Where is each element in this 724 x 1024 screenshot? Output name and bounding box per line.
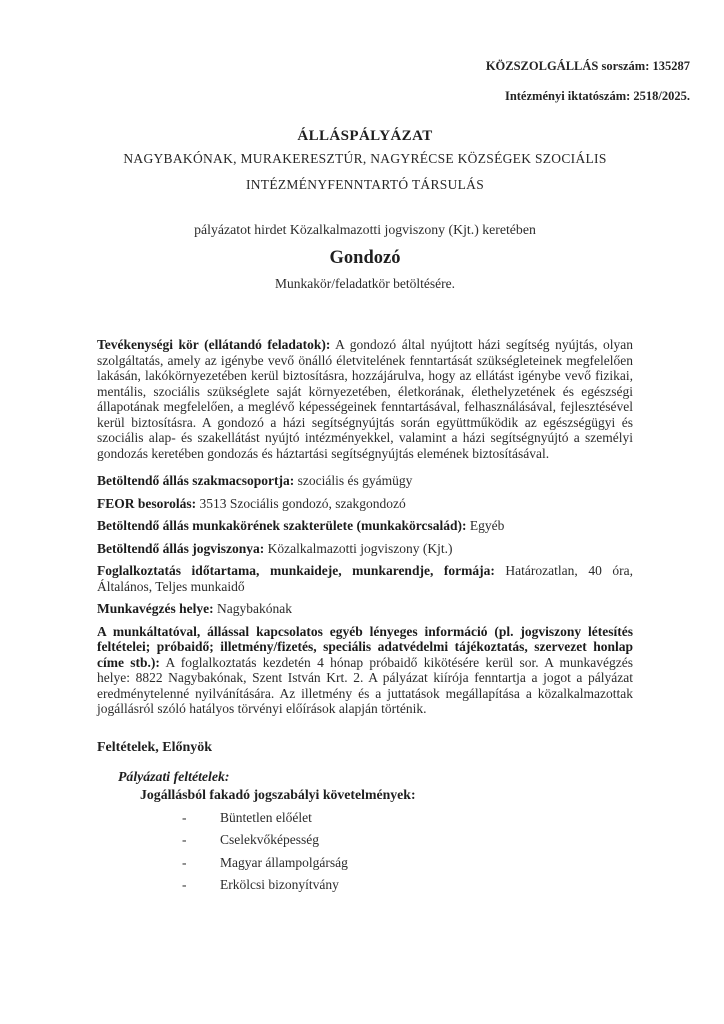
bullet-dash: - bbox=[182, 832, 187, 847]
paragraph-duties-text: A gondozó által nyújtott házi segítség nyújtás, olyan szolgáltatás, amely az igénybe vevő önálló életvitelének fenntartását szükségleteinek megfelelően lakásán, lakókörnyezetében kerül biztosításra, hozzájárulva, hogy az ellátást igénybe vevő fizikai, mentális, szociális szükséglete saját környezetében, életkorának, élethelyzetének és egészségi állapotának megfelelően, a meglévő képességeinek fenntartásával, felhasználásával, fejlesztésével kerül biztosításra. A gondozó a házi segítségnyújtás során együttműködik az egészségügyi és szociális alap- és szakellátást nyújtó intézményekkel, valamint a házi segítségnyújtó a személyi gondozás keretében gondozás és háztartási segítségnyújtás elemének biztosításával. bbox=[97, 337, 633, 461]
conditions-heading: Feltételek, Előnyök bbox=[97, 739, 213, 755]
paragraph-legal-relation-label: Betöltendő állás jogviszonya: bbox=[97, 540, 265, 556]
document-content bbox=[97, 0, 633, 900]
bullet-dash: - bbox=[182, 854, 187, 870]
position-title: Gondozó bbox=[329, 248, 401, 268]
paragraph-other-info-text: A foglalkoztatás kezdetén 4 hónap próbaidő kikötésére kerül sor. A munkavégzés helye: 8822 Nagybakónak, Szent István Krt. 2. A pályázat kiírója fenntartja a jogot a pályázat eredménytelenné nyilvánítására. Az illetmény és a juttatások megállapítása a közalkalmazottak jogállásról szóló hatályos törvényi előírások alapján történik. bbox=[97, 654, 633, 716]
paragraph-work-location-label: Munkavégzés helye: bbox=[97, 601, 214, 616]
document-title: ÁLLÁSPÁLYÁZAT bbox=[297, 128, 433, 144]
paragraph-profession-group bbox=[97, 473, 633, 489]
paragraph-employment-terms-text: Határozatlan, 40 óra, Általános, Teljes munkaidő bbox=[97, 563, 633, 594]
bullet-dash: - bbox=[182, 809, 187, 825]
paragraph-work-location-text: Nagybakónak bbox=[213, 601, 292, 616]
list-item-text: Erkölcsi bizonyítvány bbox=[220, 877, 339, 892]
list-item bbox=[97, 832, 633, 848]
paragraph-profession-group-label: Betöltendő állás szakmacsoportja: bbox=[97, 473, 295, 488]
paragraph-job-family-text: Egyéb bbox=[466, 518, 505, 533]
organization-name-line2: INTÉZMÉNYFENNTARTÓ TÁRSULÁS bbox=[245, 177, 485, 192]
list-item-text: Büntetlen előélet bbox=[220, 809, 312, 825]
requirements-heading: Jogállásból fakadó jogszabályi követelmények: bbox=[140, 786, 416, 802]
position-subtitle: Munkakör/feladatkör betöltésére. bbox=[275, 276, 455, 291]
list-item bbox=[97, 810, 633, 826]
bullet-dash: - bbox=[182, 877, 187, 892]
paragraph-legal-relation bbox=[97, 541, 633, 557]
paragraph-job-family-label: Betöltendő állás munkakörének szakterülete (munkakörcsalád): bbox=[97, 518, 467, 533]
body-paragraphs bbox=[97, 337, 633, 717]
paragraph-feor-label: FEOR besorolás: bbox=[97, 495, 197, 511]
paragraph-job-family bbox=[97, 518, 633, 534]
paragraph-feor bbox=[97, 496, 633, 512]
paragraph-legal-relation-text: Közalkalmazotti jogviszony (Kjt.) bbox=[264, 540, 453, 556]
paragraph-work-location bbox=[97, 601, 633, 617]
paragraph-profession-group-text: szociális és gyámügy bbox=[294, 473, 413, 488]
announcement-line: pályázatot hirdet Közalkalmazotti jogviszony (Kjt.) keretében bbox=[194, 222, 536, 237]
paragraph-other-info bbox=[97, 624, 633, 717]
paragraph-feor-text: 3513 Szociális gondozó, szakgondozó bbox=[196, 495, 406, 511]
requirements-list bbox=[97, 810, 633, 893]
list-item bbox=[97, 855, 633, 871]
paragraph-duties bbox=[97, 337, 633, 461]
paragraph-other-info-label: A munkáltatóval, állással kapcsolatos egyéb lényeges információ (pl. jogviszony létesítés feltételei; próbaidő; illetmény/fizetés, speciális adatvédelmi tájékoztatás, szervezet honlap címe stb.): bbox=[97, 623, 633, 670]
conditions-subheading: Pályázati feltételek: bbox=[118, 768, 230, 784]
registry-serial-number: KÖZSZOLGÁLLÁS sorszám: 135287 bbox=[485, 59, 690, 73]
paragraph-employment-terms-label: Foglalkoztatás időtartama, munkaideje, munkarendje, formája: bbox=[97, 563, 495, 578]
list-item-text: Magyar állampolgárság bbox=[220, 854, 348, 870]
registry-filing-number: Intézményi iktatószám: 2518/2025. bbox=[504, 89, 690, 103]
paragraph-employment-terms bbox=[97, 563, 633, 594]
list-item-text: Cselekvőképesség bbox=[220, 832, 319, 847]
list-item bbox=[97, 877, 633, 893]
organization-name-line1: NAGYBAKÓNAK, MURAKERESZTÚR, NAGYRÉCSE KÖZSÉGEK SZOCIÁLIS bbox=[123, 151, 607, 166]
paragraph-duties-label: Tevékenységi kör (ellátandó feladatok): bbox=[97, 337, 331, 352]
